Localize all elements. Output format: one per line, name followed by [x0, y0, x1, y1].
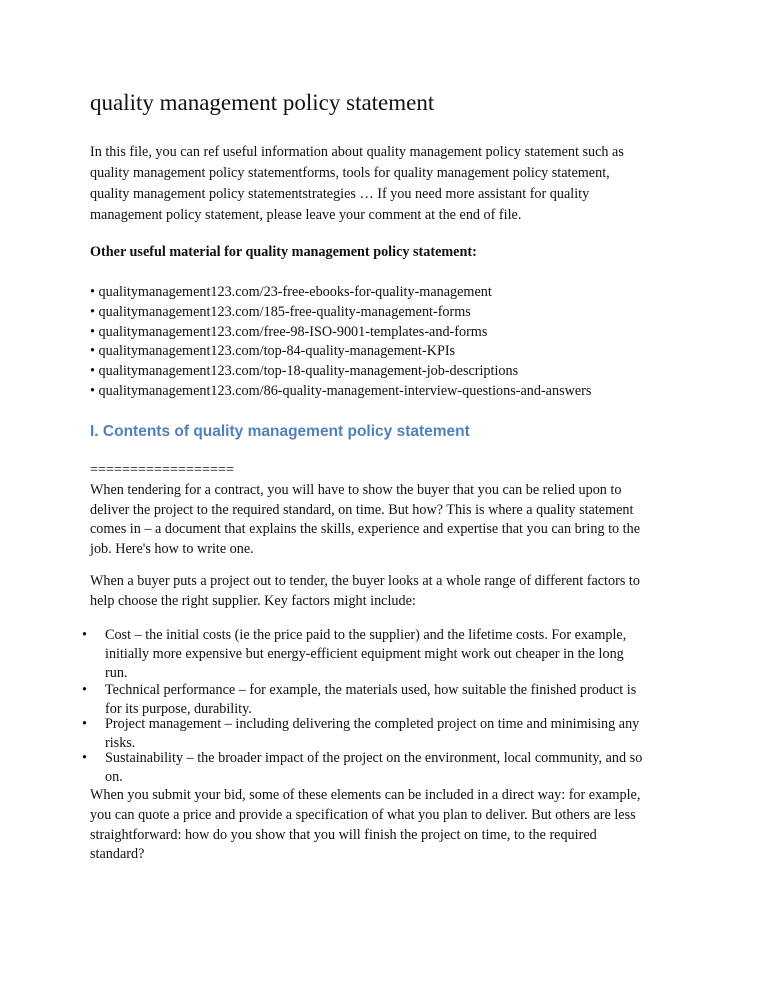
- bullet-item: [82, 626, 627, 683]
- text-line: straightforward: how do you show that you will finish the project on time, to the required: [90, 826, 597, 843]
- text-line: In this file, you can ref useful information about quality management policy statement such as: [90, 144, 624, 160]
- bullet-icon: •: [82, 682, 87, 698]
- text-line: on.: [105, 769, 123, 785]
- link-item[interactable]: • qualitymanagement123.com/top-18-quality-management-job-descriptions: [90, 363, 519, 380]
- intro-paragraph: [90, 142, 624, 226]
- link-item[interactable]: • qualitymanagement123.com/86-quality-management-interview-questions-and-answers: [90, 382, 592, 399]
- bullet-icon: •: [82, 750, 87, 766]
- bullet-item: [82, 749, 643, 787]
- text-line: When you submit your bid, some of these elements can be included in a direct way: for example,: [90, 787, 641, 803]
- bullet-icon: •: [82, 627, 87, 643]
- paragraph-1: [90, 461, 640, 560]
- text-line: Cost – the initial costs (ie the price paid to the supplier) and the lifetime costs. For example,: [105, 627, 627, 643]
- text-line: you can quote a price and provide a specification of what you plan to deliver. But others are less: [90, 806, 636, 823]
- bullet-item: [82, 681, 637, 719]
- paragraph-2: [90, 572, 640, 612]
- page-title: quality management policy statement: [90, 90, 435, 115]
- text-line: help choose the right supplier. Key factors might include:: [90, 592, 416, 609]
- link-item[interactable]: • qualitymanagement123.com/top-84-quality-management-KPIs: [90, 343, 456, 360]
- section-heading: I. Contents of quality management policy statement: [90, 423, 470, 440]
- link-item[interactable]: • qualitymanagement123.com/free-98-ISO-9001-templates-and-forms: [90, 323, 488, 340]
- text-line: quality management policy statementforms, tools for quality management policy statement,: [90, 165, 610, 181]
- link-item[interactable]: • qualitymanagement123.com/185-free-quality-management-forms: [90, 303, 471, 320]
- text-line: Sustainability – the broader impact of the project on the environment, local community, and so: [105, 750, 643, 766]
- link-item[interactable]: • qualitymanagement123.com/23-free-ebooks-for-quality-management: [90, 284, 492, 300]
- text-line: run.: [105, 665, 128, 681]
- text-line: Technical performance – for example, the materials used, how suitable the finished product is: [105, 682, 637, 698]
- text-line: initially more expensive but energy-efficient equipment might work out cheaper in the long: [105, 646, 624, 662]
- text-line: quality management policy statementstrategies … If you need more assistant for quality: [90, 186, 590, 202]
- text-line: risks.: [105, 735, 136, 751]
- text-line: standard?: [90, 846, 145, 863]
- text-line: comes in – a document that explains the skills, experience and expertise that you can bring to the: [90, 521, 640, 538]
- other-material-heading: Other useful material for quality management policy statement:: [90, 244, 477, 260]
- text-line: management policy statement, please leave your comment at the end of file.: [90, 207, 522, 223]
- bullet-icon: •: [82, 716, 87, 732]
- text-line: job. Here's how to write one.: [90, 541, 254, 558]
- paragraph-3: [90, 786, 640, 865]
- text-line: Project management – including delivering the completed project on time and minimising any: [105, 716, 640, 732]
- links-list: [90, 283, 591, 402]
- bullet-item: [82, 715, 640, 753]
- separator: ==================: [90, 462, 235, 478]
- text-line: When tendering for a contract, you will have to show the buyer that you can be relied upon to: [90, 481, 622, 498]
- text-line: for its purpose, durability.: [105, 701, 252, 717]
- text-line: deliver the project to the required standard, on time. But how? This is where a quality statement: [90, 501, 634, 518]
- text-line: When a buyer puts a project out to tender, the buyer looks at a whole range of different factors to: [90, 573, 640, 589]
